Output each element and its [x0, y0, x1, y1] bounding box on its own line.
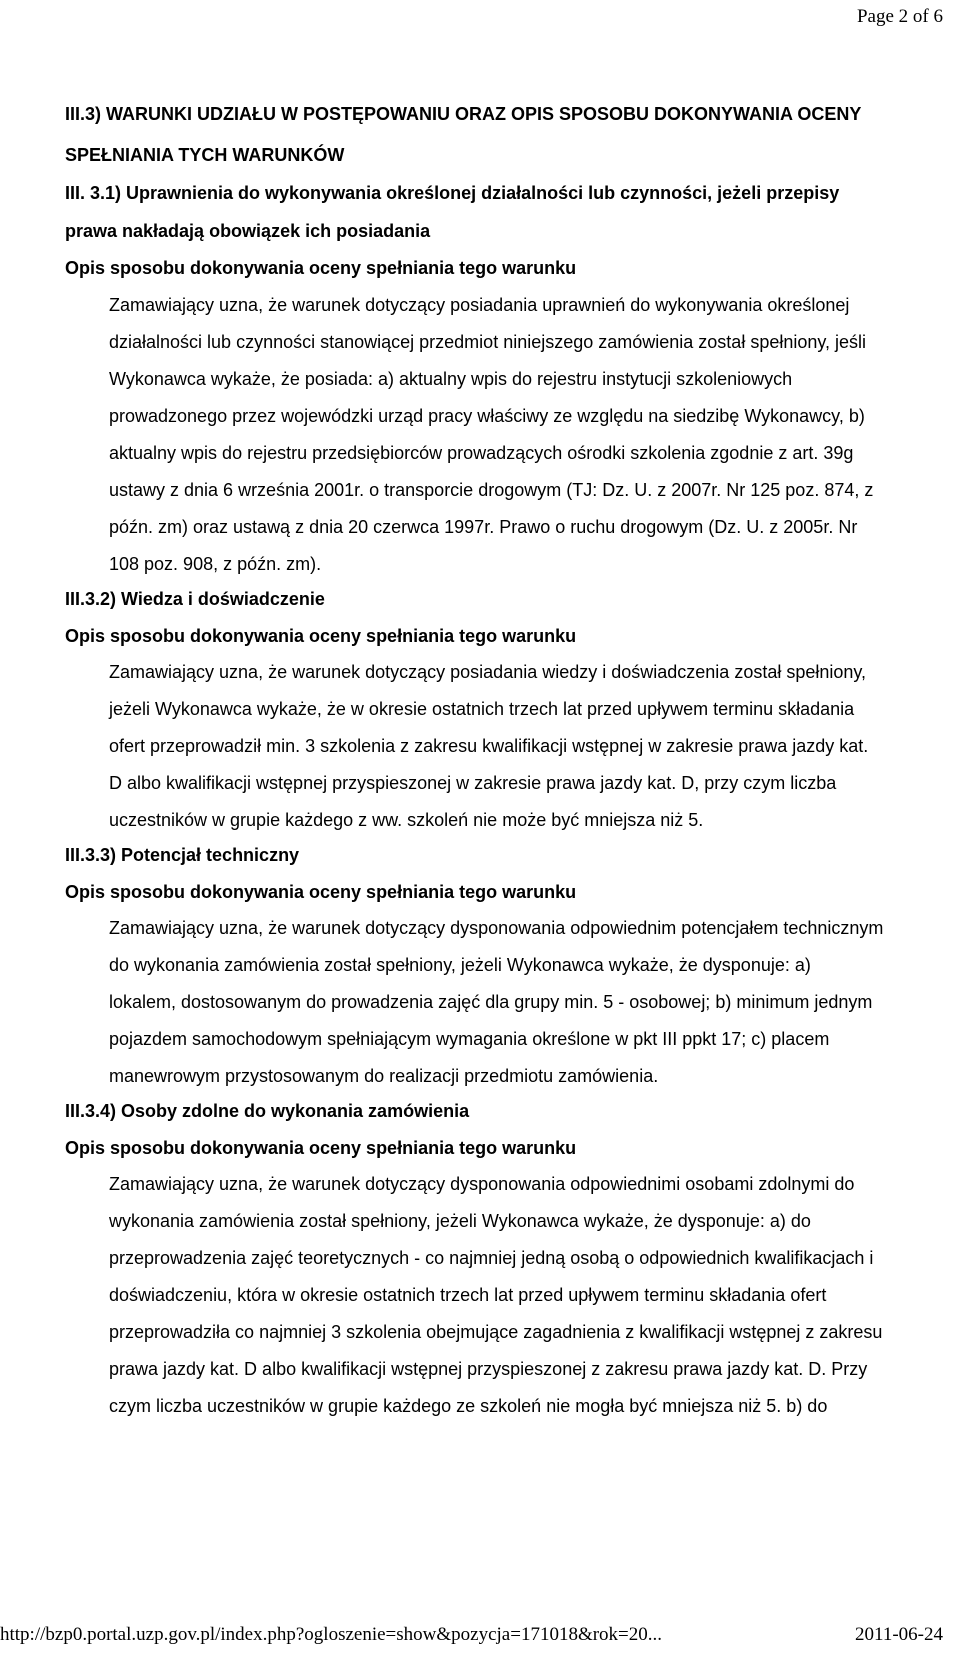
- s3-body-line: do wykonania zamówienia został spełniony, jeżeli Wykonawca wykaże, że dysponuje: a): [109, 955, 811, 975]
- s3-body-line: lokalem, dostosowanym do prowadzenia zajęć dla grupy min. 5 - osobowej; b) minimum jednym: [109, 992, 873, 1012]
- s1-subheading: Opis sposobu dokonywania oceny spełniania tego warunku: [65, 258, 577, 278]
- s2-body-line: uczestników w grupie każdego z ww. szkoleń nie może być mniejsza niż 5.: [109, 810, 704, 830]
- s3-body-line: Zamawiający uzna, że warunek dotyczący dysponowania odpowiednim potencjałem technicznym: [109, 918, 884, 938]
- footer-date: 2011-06-24: [855, 1624, 943, 1645]
- page-number: Page 2 of 6: [856, 6, 943, 27]
- s4-body-line: Zamawiający uzna, że warunek dotyczący dysponowania odpowiednimi osobami zdolnymi do: [109, 1174, 855, 1194]
- s2-body-line: D albo kwalifikacji wstępnej przyspieszonej w zakresie prawa jazdy kat. D, przy czym liczba: [109, 773, 837, 793]
- s3-subheading: Opis sposobu dokonywania oceny spełniania tego warunku: [65, 882, 577, 902]
- s1-heading-line-1: III. 3.1) Uprawnienia do wykonywania określonej działalności lub czynności, jeżeli przepisy: [65, 183, 840, 203]
- s2-body-line: jeżeli Wykonawca wykaże, że w okresie ostatnich trzech lat przed upływem terminu składania: [109, 699, 855, 719]
- s1-body-line: ustawy z dnia 6 września 2001r. o transporcie drogowym (TJ: Dz. U. z 2007r. Nr 125 poz. 874, z: [109, 480, 874, 500]
- s1-body-line: Zamawiający uzna, że warunek dotyczący posiadania uprawnień do wykonywania określonej: [109, 295, 850, 315]
- s1-body-line: późn. zm) oraz ustawą z dnia 20 czerwca 1997r. Prawo o ruchu drogowym (Dz. U. z 2005r. Nr: [109, 517, 858, 537]
- s4-subheading: Opis sposobu dokonywania oceny spełniania tego warunku: [65, 1138, 577, 1158]
- s4-body-line: przeprowadzenia zajęć teoretycznych - co najmniej jedną osobą o odpowiednich kwalifikacjach i: [109, 1248, 874, 1268]
- section-title-line-1: III.3) WARUNKI UDZIAŁU W POSTĘPOWANIU ORAZ OPIS SPOSOBU DOKONYWANIA OCENY: [65, 104, 862, 124]
- s3-body-line: manewrowym przystosowanym do realizacji przedmiotu zamówienia.: [109, 1066, 659, 1086]
- s1-body-line: 108 poz. 908, z późn. zm).: [109, 554, 322, 574]
- document-content: [65, 104, 945, 1416]
- s1-heading-line-2: prawa nakładają obowiązek ich posiadania: [65, 221, 431, 241]
- s1-body-line: Wykonawca wykaże, że posiada: a) aktualny wpis do rejestru instytucji szkoleniowych: [109, 369, 793, 389]
- s2-heading: III.3.2) Wiedza i doświadczenie: [65, 589, 325, 609]
- s1-body-line: działalności lub czynności stanowiącej przedmiot niniejszego zamówienia został spełniony, jeśli: [109, 332, 867, 352]
- s1-body-line: aktualny wpis do rejestru przedsiębiorców prowadzących ośrodki szkolenia zgodnie z art. 39g: [109, 443, 854, 463]
- s2-body-line: ofert przeprowadził min. 3 szkolenia z zakresu kwalifikacji wstępnej w zakresie prawa jazdy kat.: [109, 736, 869, 756]
- s4-body-line: przeprowadziła co najmniej 3 szkolenia obejmujące zagadnienia z kwalifikacji wstępnej z zakresu: [109, 1322, 883, 1342]
- s4-body-line: czym liczba uczestników w grupie każdego ze szkoleń nie mogła być mniejsza niż 5. b) do: [109, 1396, 828, 1416]
- s4-body-line: doświadczeniu, która w okresie ostatnich trzech lat przed upływem terminu składania ofert: [109, 1285, 827, 1305]
- s4-heading: III.3.4) Osoby zdolne do wykonania zamówienia: [65, 1101, 470, 1121]
- s1-body-line: prowadzonego przez wojewódzki urząd pracy właściwy ze względu na siedzibę Wykonawcy, b): [109, 406, 865, 426]
- s4-body-line: prawa jazdy kat. D albo kwalifikacji wstępnej przyspieszonej z zakresu prawa jazdy kat. D. Przy: [109, 1359, 868, 1379]
- s2-subheading: Opis sposobu dokonywania oceny spełniania tego warunku: [65, 626, 577, 646]
- s3-body-line: pojazdem samochodowym spełniającym wymagania określone w pkt III ppkt 17; c) placem: [109, 1029, 830, 1049]
- s2-body-line: Zamawiający uzna, że warunek dotyczący posiadania wiedzy i doświadczenia został spełniony,: [109, 662, 867, 682]
- s4-body-line: wykonania zamówienia został spełniony, jeżeli Wykonawca wykaże, że dysponuje: a) do: [109, 1211, 811, 1231]
- footer-url-link[interactable]: http://bzp0.portal.uzp.gov.pl/index.php?ogloszenie=show&pozycja=171018&rok=20...: [0, 1624, 663, 1645]
- section-title-line-2: SPEŁNIANIA TYCH WARUNKÓW: [65, 145, 345, 165]
- s3-heading: III.3.3) Potencjał techniczny: [65, 845, 300, 865]
